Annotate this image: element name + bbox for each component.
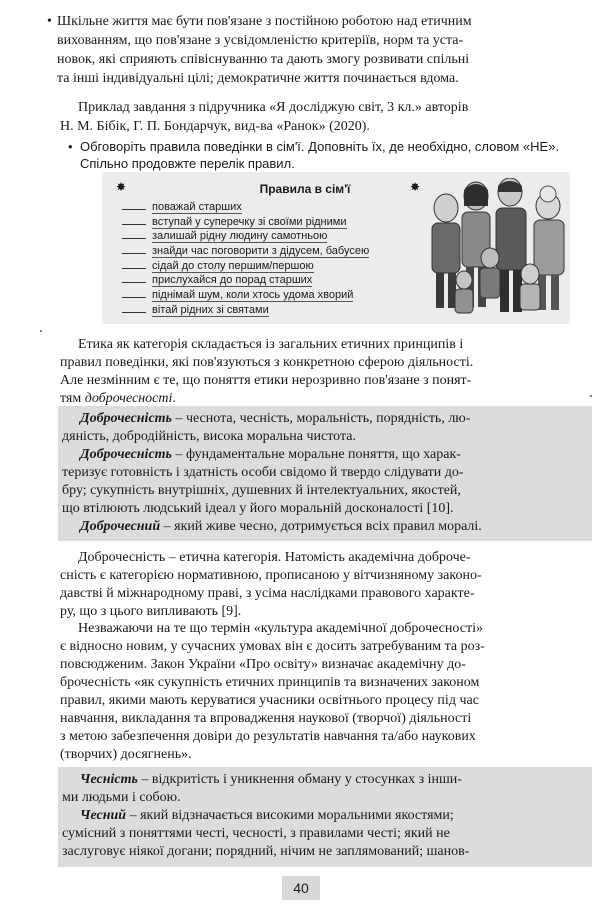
text-line: є відносно новим, у сучасних умовах він є досить затребуваним та роз- <box>60 639 485 654</box>
text-run: . <box>172 391 176 406</box>
rule-item <box>122 259 412 274</box>
scan-speck <box>590 395 592 397</box>
bullet-school-life <box>47 12 587 88</box>
text-line: сність є категорією нормативною, прописаною у вітчизняному законо- <box>60 568 482 583</box>
example-source <box>60 98 590 136</box>
text-run: доброчесності <box>84 391 173 406</box>
text-line: правил поведінки, які пов'язуються з конкретною сферою діяльності. <box>60 355 474 370</box>
rule-text: прислухайся до порад старших <box>152 274 313 287</box>
bullet-line: новок, які сприяють співіснуванню та дають змогу розвивати спільні <box>57 52 470 67</box>
text-run: – який живе чесно, дотримується всіх правил моралі. <box>160 519 482 534</box>
answer-blank <box>122 215 146 225</box>
family-illustration <box>418 178 578 323</box>
answer-blank <box>122 303 146 313</box>
rule-item <box>122 288 412 303</box>
text-line: давстві й міжнародному праві, з усіма наслідками правового характе- <box>60 586 475 601</box>
answer-blank <box>122 200 146 210</box>
rule-item <box>122 200 412 215</box>
text-line: Незважаючи на те що термін «культура академічної доброчесності» <box>78 621 483 636</box>
text-line: брочесність «як сукупність етичних принципів та визначених законом <box>60 675 480 690</box>
rule-item <box>122 273 412 288</box>
text-line: заслуговує ніякої догани; порядний, нічим не заплямований; шанов- <box>62 844 470 859</box>
definitions-honesty <box>62 771 590 861</box>
text-line <box>62 807 590 825</box>
answer-blank <box>122 259 146 269</box>
rule-item <box>122 244 412 259</box>
bullet-line: та інші індивідуальні цілі; демократичне життя починається вдома. <box>57 71 459 86</box>
task-instruction <box>68 138 590 172</box>
bullet-dot: • <box>47 14 52 29</box>
answer-blank <box>122 288 146 298</box>
text-run: – чеснота, чесність, моральність, порядність, лю- <box>171 411 471 426</box>
bullet-line: вихованням, що пов'язане з усвідомленістю критеріїв, норм та уста- <box>57 33 464 48</box>
text-line: теризує готовність і здатність особи свідомо й твердо слідувати до- <box>62 465 464 480</box>
answer-blank <box>122 229 146 239</box>
rule-text: поважай старших <box>152 201 242 213</box>
text-line: Але незмінним є те, що поняття етики нерозривно пов'язане з понят- <box>60 373 472 388</box>
rule-item <box>122 229 412 244</box>
star-icon: ✸ <box>410 180 421 194</box>
rule-text: знайди час поговорити з дідусем, бабусею <box>152 245 370 258</box>
answer-blank <box>122 273 146 283</box>
text-line: що втілюють людський ідеал у його моральній досконалості [10]. <box>62 501 454 516</box>
rules-title: Правила в сім'ї <box>259 182 351 196</box>
text-run: тям <box>60 391 85 406</box>
rule-item <box>122 215 412 230</box>
child-figure <box>520 264 540 310</box>
rule-item <box>122 303 412 318</box>
text-line <box>62 771 590 789</box>
definitions-integrity <box>62 410 590 536</box>
rule-text: залишай рідну людину самотньою <box>152 230 328 243</box>
page-number: 40 <box>293 880 309 896</box>
text-line: (творчих) досягнень». <box>60 747 192 762</box>
scan-speck <box>40 330 42 332</box>
rule-text: вітай рідних зі святами <box>152 303 269 316</box>
rule-text: сідай до столу першим/першою <box>152 259 314 272</box>
text-line: Етика як категорія складається із загальних етичних принципів і <box>78 337 464 352</box>
text-line: ми людьми і собою. <box>62 790 181 805</box>
rule-text: вступай у суперечку зі своїми рідними <box>152 215 347 228</box>
star-icon: ✸ <box>116 180 127 194</box>
child-figure <box>480 248 500 298</box>
defined-term: Доброчесність <box>80 447 172 462</box>
text-line: повсюдженим. Закон України «Про освіту» визначає академічну до- <box>60 657 466 672</box>
text-run: – відкритість і уникнення обману у стосунках з інши- <box>137 772 462 787</box>
text-line: сумісний з поняттями честі, чесності, з правилами честі; який не <box>62 826 450 841</box>
academic-integrity-paragraph <box>60 549 590 621</box>
text-line <box>62 446 590 464</box>
text-line: з метою забезпечення довіри до результатів навчання та/або наукових <box>60 729 476 744</box>
answer-blank <box>122 244 146 254</box>
text-line <box>62 410 590 428</box>
task-line: Спільно продовжте перелік правил. <box>80 156 295 171</box>
defined-term: Доброчесний <box>80 519 161 534</box>
example-line: Н. М. Бібік, Г. П. Бондарчук, вид-ва «Ранок» (2020). <box>60 119 370 134</box>
text-line: бру; сукупність внутрішніх, душевних й інтелектуальних, якостей, <box>62 483 461 498</box>
text-line: дяність, добродійність, висока моральна чистота. <box>62 429 356 444</box>
task-line: Обговоріть правила поведінки в сім'ї. Доповніть їх, де необхідно, словом «НЕ». <box>80 139 560 154</box>
law-paragraph <box>60 620 590 764</box>
rules-list <box>122 200 412 318</box>
rule-text: піднімай шум, коли хтось удома хворий <box>152 289 354 302</box>
defined-term: Чесний <box>80 808 127 823</box>
text-line: Доброчесність – етична категорія. Натомість академічна доброче- <box>78 550 471 565</box>
text-run: – фундаментальне моральне поняття, що харак- <box>171 447 461 462</box>
text-run: – який відзначається високими моральними якостями; <box>126 808 454 823</box>
text-line: навчання, викладання та впровадження наукової (творчої) діяльності <box>60 711 472 726</box>
text-line <box>62 518 590 536</box>
ethics-paragraph <box>60 336 590 408</box>
text-line: правил, якими мають керуватися учасники освітнього процесу під час <box>60 693 479 708</box>
bullet-dot: • <box>68 139 73 154</box>
example-line: Приклад завдання з підручника «Я досліджую світ, 3 кл.» авторів <box>78 100 469 115</box>
child-figure <box>455 271 473 313</box>
defined-term: Чесність <box>80 772 138 787</box>
text-line: ру, що з цього випливають [9]. <box>60 604 242 619</box>
bullet-line: Шкільне життя має бути пов'язане з постійною роботою над етичним <box>57 14 472 29</box>
defined-term: Доброчесність <box>80 411 172 426</box>
